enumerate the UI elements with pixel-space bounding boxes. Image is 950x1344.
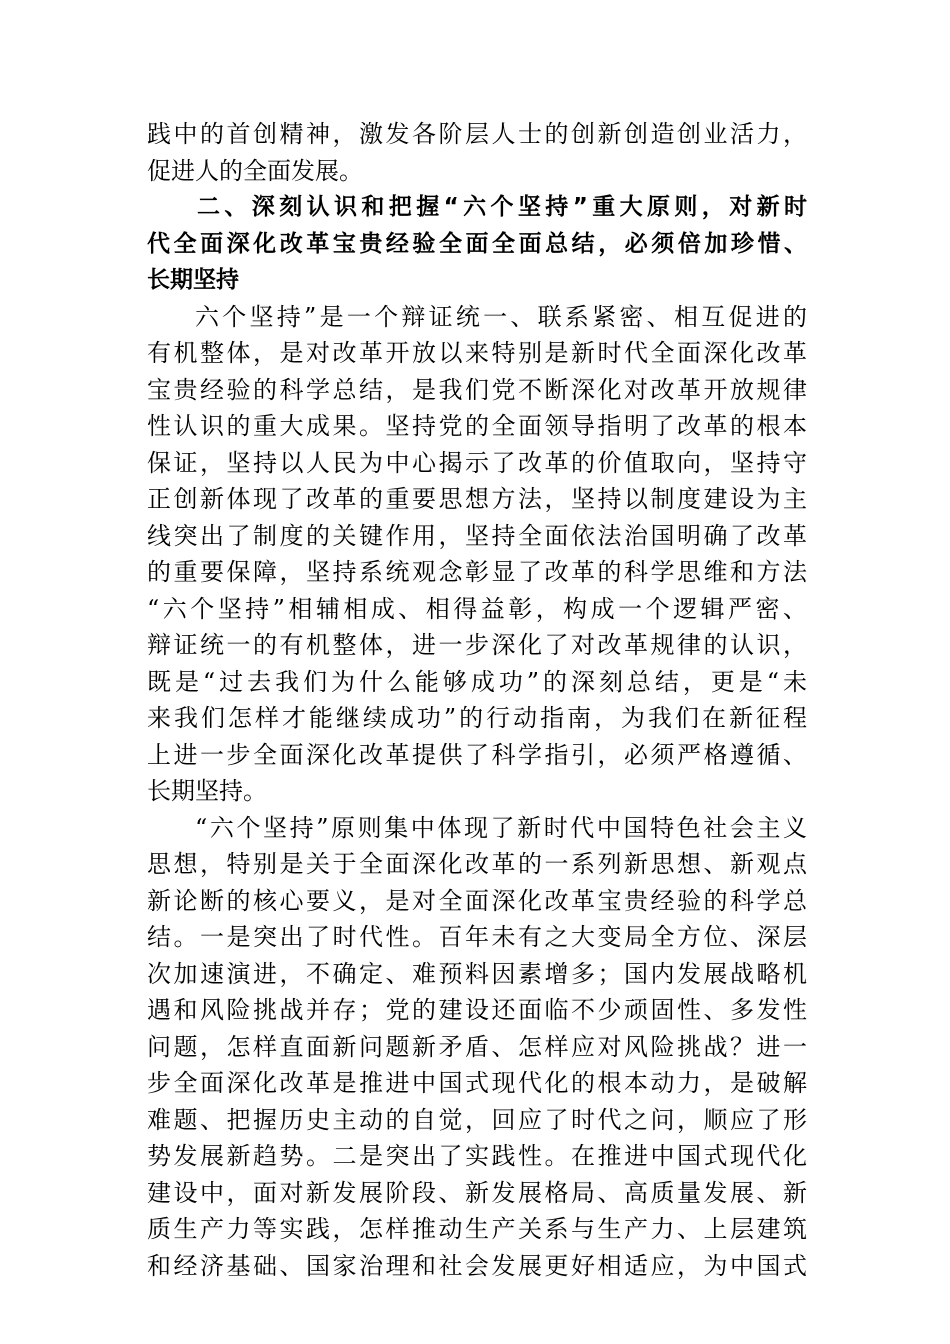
- text-line: 宝贵经验的科学总结，是我们党不断深化对改革开放规律: [147, 375, 807, 404]
- text-line: 次加速演进，不确定、难预料因素增多；国内发展战略机: [147, 959, 807, 988]
- text-line: 线突出了制度的关键作用，坚持全面依法治国明确了改革: [147, 521, 807, 550]
- text-line: 和经济基础、国家治理和社会发展更好相适应，为中国式: [147, 1251, 807, 1280]
- text-line: 新论断的核心要义，是对全面深化改革宝贵经验的科学总: [147, 886, 807, 915]
- text-line: “六个坚持”原则集中体现了新时代中国特色社会主义: [195, 813, 807, 842]
- text-line: 有机整体，是对改革开放以来特别是新时代全面深化改革: [147, 339, 807, 367]
- document-body: [147, 116, 807, 1284]
- text-line: 步全面深化改革是推进中国式现代化的根本动力，是破解: [147, 1069, 807, 1097]
- section-heading-line: 长期坚持: [147, 267, 239, 293]
- text-line: 问题，怎样直面新问题新矛盾、怎样应对风险挑战？进一: [147, 1032, 807, 1061]
- text-line: 践中的首创精神，激发各阶层人士的创新创造创业活力，: [147, 120, 807, 148]
- text-line: 结。一是突出了时代性。百年未有之大变局全方位、深层: [147, 923, 807, 951]
- text-line: “六个坚持”相辅相成、相得益彰，构成一个逻辑严密、: [147, 594, 807, 623]
- text-line: 的重要保障，坚持系统观念彰显了改革的科学思维和方法: [147, 558, 807, 586]
- text-line: 保证，坚持以人民为中心揭示了改革的价值取向，坚持守: [147, 448, 807, 477]
- section-heading-line: 代全面深化改革宝贵经验全面全面总结，必须倍加珍惜、: [147, 230, 807, 257]
- text-line: 遇和风险挑战并存；党的建设还面临不少顽固性、多发性: [147, 996, 807, 1024]
- text-line: 思想，特别是关于全面深化改革的一系列新思想、新观点: [147, 850, 807, 878]
- text-line: 难题、把握历史主动的自觉，回应了时代之问，顺应了形: [147, 1105, 807, 1134]
- text-line: 长期坚持。: [147, 777, 267, 805]
- text-line: 六个坚持”是一个辩证统一、联系紧密、相互促进的: [195, 302, 807, 331]
- text-line: 正创新体现了改革的重要思想方法，坚持以制度建设为主: [147, 485, 807, 513]
- text-line: 建设中，面对新发展阶段、新发展格局、高质量发展、新: [147, 1178, 807, 1207]
- text-line: 辩证统一的有机整体，进一步深化了对改革规律的认识，: [147, 631, 807, 659]
- text-line: 性认识的重大成果。坚持党的全面领导指明了改革的根本: [147, 412, 807, 440]
- text-line: 势发展新趋势。二是突出了实践性。在推进中国式现代化: [147, 1142, 807, 1170]
- text-line: 上进一步全面深化改革提供了科学指引，必须严格遵循、: [147, 740, 807, 769]
- text-line: 既是“过去我们为什么能够成功”的深刻总结，更是“未: [147, 667, 807, 696]
- text-line: 来我们怎样才能继续成功”的行动指南，为我们在新征程: [147, 704, 807, 732]
- text-line: 促进人的全面发展。: [147, 156, 363, 185]
- section-heading-line: 二、深刻认识和把握“六个坚持”重大原则，对新时: [197, 194, 807, 220]
- text-line: 质生产力等实践，怎样推动生产关系与生产力、上层建筑: [147, 1215, 807, 1243]
